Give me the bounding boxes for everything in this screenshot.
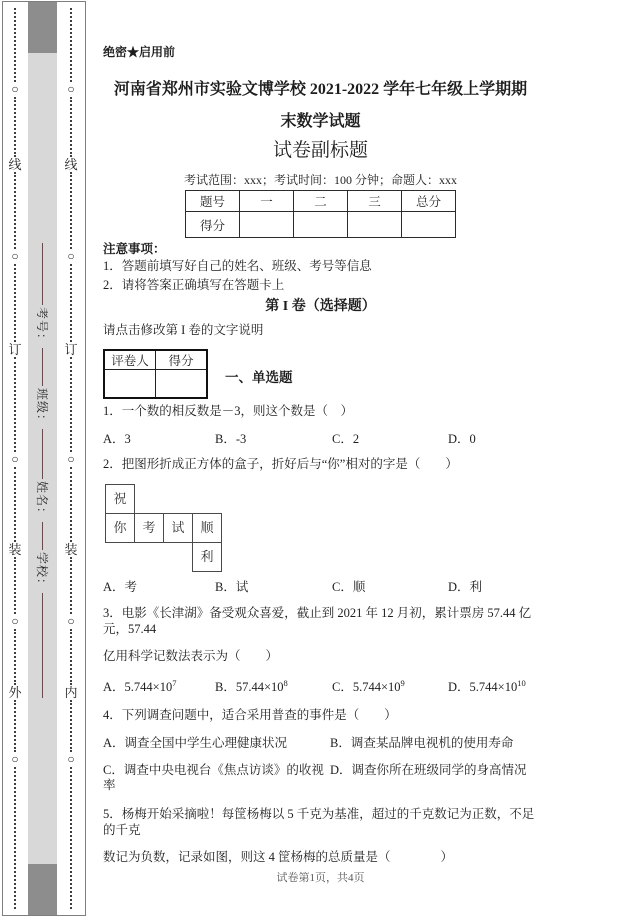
dotted-segment [70, 8, 72, 82]
paper-subtitle: 试卷副标题 [272, 140, 368, 161]
score-empty-cell [402, 212, 456, 238]
exam-info-line: 考试范围：xxx；考试时间：100 分钟；命题人：xxx [183, 173, 457, 187]
option-a: A．3 [103, 432, 131, 446]
score-header-cell: 一 [240, 191, 294, 212]
option-b: B．-3 [215, 432, 247, 446]
dotted-segment [70, 700, 72, 752]
exponent: 10 [517, 678, 526, 688]
margin-char-bind: 订 [8, 342, 22, 357]
option-c: C．调查中央电视台《焦点访谈》的收视率 [103, 763, 324, 793]
margin-circle-glyph: ○ [11, 614, 19, 628]
score-summary-table [185, 190, 456, 238]
exam-paper-content [103, 0, 538, 865]
question-4-options-row1 [103, 736, 538, 751]
write-in-line [42, 522, 43, 550]
margin-char-outside: 外 [8, 685, 22, 700]
exponent: 9 [400, 678, 405, 688]
margin-circle-glyph: ○ [11, 249, 19, 263]
grader-block [103, 349, 538, 402]
margin-circle-glyph: ○ [11, 752, 19, 766]
option-c: C．2 [332, 432, 360, 446]
section1-heading: 第 I 卷（选择题） [265, 299, 376, 314]
question-2-text: 2．把图形折成正方体的盒子，折好后与“你”相对的字是（ ） [103, 457, 458, 471]
question-3-options [103, 676, 538, 695]
dotted-segment [70, 629, 72, 685]
score-empty-cell [240, 212, 294, 238]
field-label-name: 姓名： [35, 481, 49, 521]
score-row-label: 得分 [186, 212, 240, 238]
margin-char-line: 线 [64, 157, 78, 172]
question-3-text-line1: 3．电影《长津湖》备受观众喜爱，截止到 2021 年 12 月初，累计票房 57.44 亿元，57.44 [103, 606, 532, 636]
margin-circle-glyph: ○ [67, 614, 75, 628]
dotted-segment [70, 357, 72, 452]
dotted-segment [14, 629, 16, 685]
write-in-line [42, 348, 43, 386]
note-item: 1．答题前填写好自己的姓名、班级、考号等信息 [103, 259, 372, 273]
notes-heading: 注意事项： [103, 242, 166, 256]
margin-char-bind: 订 [64, 342, 78, 357]
dotted-segment [70, 767, 72, 909]
dotted-segment [70, 97, 72, 157]
margin-char-line: 线 [8, 157, 22, 172]
grader-header-cell: 得分 [156, 350, 208, 370]
net-cell: 利 [192, 542, 222, 572]
option-b: B．$57.44\times 10^8$ [215, 678, 288, 695]
option-b: B．调查某品牌电视机的使用寿命 [330, 736, 514, 751]
dotted-segment [14, 467, 16, 542]
net-cell: 考 [134, 513, 164, 543]
margin-char-pack: 装 [8, 542, 22, 557]
paper-title-line1: 河南省郑州市实验文博学校 2021-2022 学年七年级上学期期 [113, 81, 528, 98]
binding-margin [0, 0, 86, 917]
option-a: A．调查全国中学生心理健康状况 [103, 736, 288, 751]
dotted-segment [14, 557, 16, 614]
option-c: C．$5.744\times 10^9$ [332, 678, 405, 695]
dotted-segment [14, 8, 16, 82]
dotted-segment [14, 97, 16, 157]
strip-cap-top [28, 2, 57, 53]
grader-empty-cell [104, 370, 156, 399]
grader-header-cell: 评卷人 [104, 350, 156, 370]
option-a: A．$5.744\times 10^7$ [103, 678, 177, 695]
option-b: B．试 [215, 580, 249, 594]
dotted-segment [70, 264, 72, 342]
net-cell: 你 [105, 513, 135, 543]
dotted-segment [70, 557, 72, 614]
exponent: 7 [172, 678, 177, 688]
paper-title-line2: 末数学试题 [280, 113, 361, 130]
dotted-segment [14, 357, 16, 452]
margin-circle-glyph: ○ [67, 249, 75, 263]
margin-char-pack: 装 [64, 542, 78, 557]
question-5-text-line1: 5．杨梅开始采摘啦！每筐杨梅以 5 千克为基准，超过的千克数记为正数，不足的千克 [103, 807, 535, 838]
exponent: 8 [283, 678, 288, 688]
score-header-cell: 二 [294, 191, 348, 212]
dotted-segment [14, 700, 16, 752]
write-in-line [42, 593, 43, 698]
binding-dash-line-inner [64, 8, 78, 909]
field-label-class: 班级： [35, 388, 49, 428]
grader-empty-cell [156, 370, 208, 399]
write-in-line [42, 429, 43, 479]
binding-strip [28, 2, 57, 915]
binding-dash-line-outer [8, 8, 22, 909]
margin-circle-glyph: ○ [11, 452, 19, 466]
score-empty-cell [294, 212, 348, 238]
option-d: D．调查你所在班级同学的身高情况 [330, 763, 527, 778]
margin-char-inside: 内 [64, 685, 78, 700]
margin-circle-glyph: ○ [67, 452, 75, 466]
margin-circle-glyph: ○ [67, 82, 75, 96]
option-d: D．0 [448, 432, 476, 446]
question-4-text: 4．下列调查问题中，适合采用普查的事件是（ ） [103, 708, 397, 723]
option-c: C．顺 [332, 580, 366, 594]
strip-cap-bottom [28, 864, 57, 915]
confidential-notice: 绝密★启用前 [103, 45, 176, 59]
dotted-segment [14, 767, 16, 909]
question-1-text: 1．一个数的相反数是－3，则这个数是（ ） [103, 404, 354, 418]
question-3-text-line2: 亿用科学记数法表示为（ ） [103, 649, 279, 663]
page-footer: 试卷第1页，共4页 [276, 872, 365, 884]
option-a: A．考 [103, 580, 138, 594]
question-5-text-line2: 数记为负数，记录如图，则这 4 筐杨梅的总质量是（ ） [103, 850, 454, 865]
dotted-segment [14, 264, 16, 342]
margin-circle-glyph: ○ [11, 82, 19, 96]
margin-circle-glyph: ○ [67, 752, 75, 766]
net-cell: 顺 [192, 513, 222, 543]
score-header-cell: 三 [348, 191, 402, 212]
cube-net-figure [105, 484, 223, 572]
dotted-segment [14, 172, 16, 249]
option-d: D．$5.744\times 10^{10}$ [448, 678, 526, 695]
field-label-exam-no: 考号： [35, 307, 49, 347]
dotted-segment [70, 467, 72, 542]
question-2-options [103, 580, 538, 595]
subsection-heading: 一、单选题 [225, 370, 293, 385]
question-4-options-row2 [103, 763, 538, 793]
score-header-cell: 题号 [186, 191, 240, 212]
grader-score-table [103, 349, 208, 399]
field-label-school: 学校： [35, 552, 49, 592]
question-1-options [103, 432, 538, 447]
write-in-line [42, 243, 43, 305]
student-info-fields [28, 53, 57, 860]
net-cell: 试 [163, 513, 193, 543]
score-empty-cell [348, 212, 402, 238]
dotted-segment [70, 172, 72, 249]
option-d: D．利 [448, 580, 483, 594]
score-header-cell: 总分 [402, 191, 456, 212]
note-item: 2．请将答案正确填写在答题卡上 [103, 278, 285, 292]
section1-edit-hint: 请点击修改第 I 卷的文字说明 [103, 323, 264, 337]
net-cell: 祝 [105, 484, 135, 514]
